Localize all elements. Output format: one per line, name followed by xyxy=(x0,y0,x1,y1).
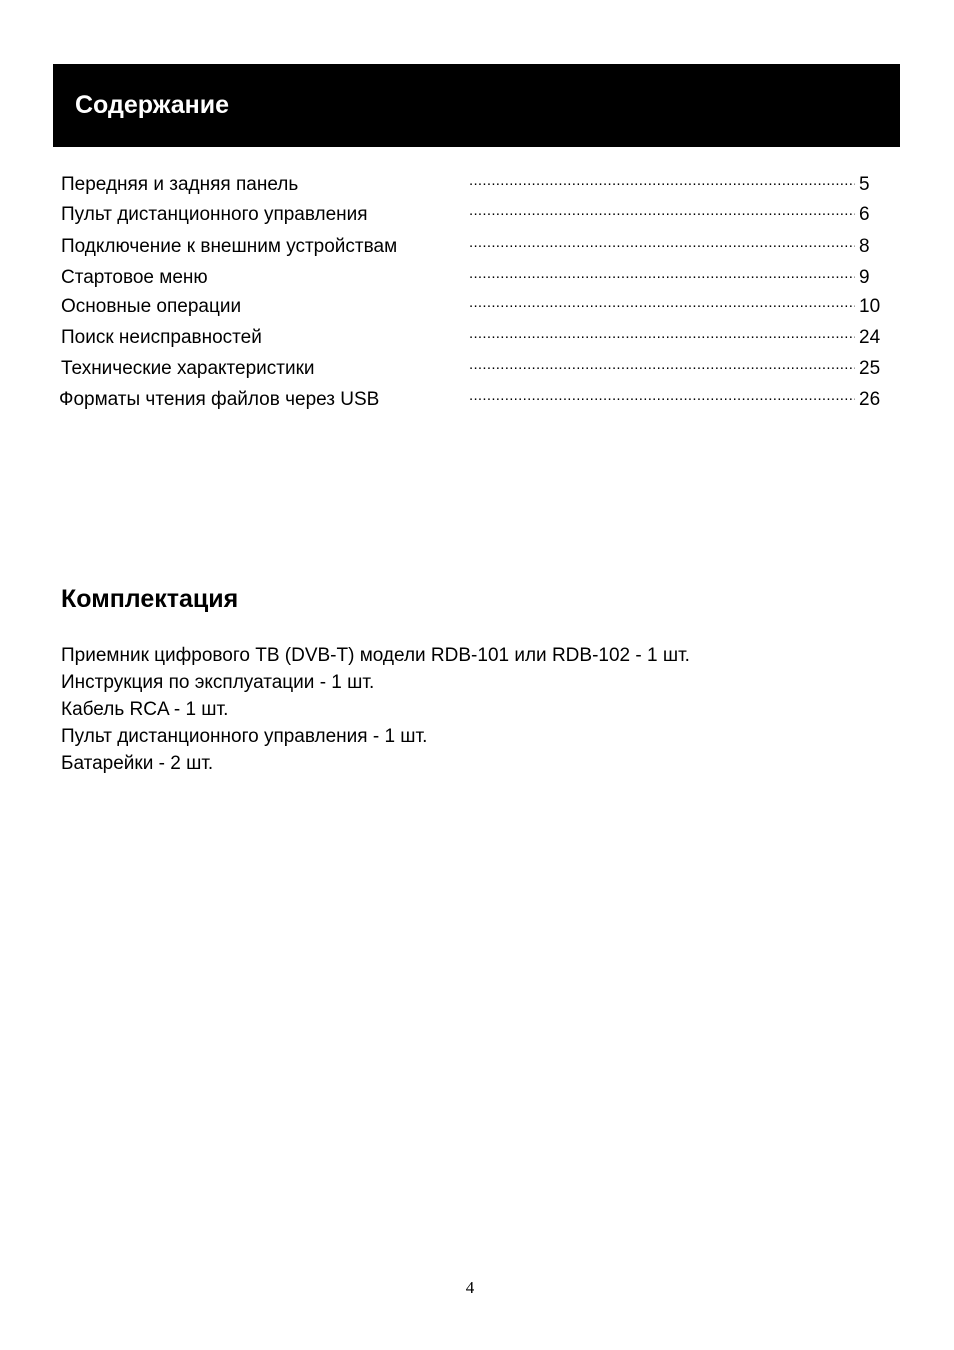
toc-dot-leader xyxy=(469,388,855,412)
toc-dot-leader xyxy=(469,295,855,319)
kit-item: Приемник цифрового ТВ (DVB-T) модели RDB-101 или RDB-102 - 1 шт. xyxy=(61,645,690,666)
kit-title: Комплектация xyxy=(61,585,239,613)
toc-entry-page: 25 xyxy=(859,358,881,379)
contents-title: Содержание xyxy=(75,91,230,119)
page-number: 4 xyxy=(465,1278,475,1297)
toc-entry-label: Основные операции xyxy=(61,296,242,317)
toc-entry-label: Пульт дистанционного управления xyxy=(61,204,368,225)
toc-dot-leader xyxy=(469,326,855,350)
kit-item: Инструкция по эксплуатации - 1 шт. xyxy=(61,672,375,693)
kit-item: Кабель RCA - 1 шт. xyxy=(61,699,229,720)
toc-entry-label: Поиск неисправностей xyxy=(61,327,262,348)
toc-entry-page: 6 xyxy=(859,204,870,225)
toc-entry-label: Форматы чтения файлов через USB xyxy=(59,389,380,410)
toc-entry-page: 24 xyxy=(859,327,881,348)
toc-entry[interactable] xyxy=(0,173,954,197)
toc-entry-label: Технические характеристики xyxy=(61,358,315,379)
toc-entry[interactable] xyxy=(0,203,954,227)
toc-entry[interactable] xyxy=(0,357,954,381)
table-of-contents xyxy=(0,0,954,420)
toc-entry-page: 5 xyxy=(859,174,870,195)
toc-entry-page: 10 xyxy=(859,296,881,317)
toc-dot-leader xyxy=(469,266,855,290)
toc-entry-label: Стартовое меню xyxy=(61,267,208,288)
toc-entry[interactable] xyxy=(0,295,954,319)
toc-entry-page: 26 xyxy=(859,389,881,410)
kit-item: Пульт дистанционного управления - 1 шт. xyxy=(61,726,428,747)
toc-dot-leader xyxy=(469,173,855,197)
toc-dot-leader xyxy=(469,357,855,381)
kit-item: Батарейки - 2 шт. xyxy=(61,753,214,774)
toc-dot-leader xyxy=(469,203,855,227)
toc-entry-page: 9 xyxy=(859,267,870,288)
toc-entry[interactable] xyxy=(0,266,954,290)
toc-entry-page: 8 xyxy=(859,236,870,257)
toc-entry[interactable] xyxy=(0,235,954,259)
toc-entry-label: Подключение к внешним устройствам xyxy=(61,236,398,257)
toc-dot-leader xyxy=(469,235,855,259)
toc-entry-label: Передняя и задняя панель xyxy=(61,174,299,195)
toc-entry[interactable] xyxy=(0,388,954,412)
toc-entry[interactable] xyxy=(0,326,954,350)
